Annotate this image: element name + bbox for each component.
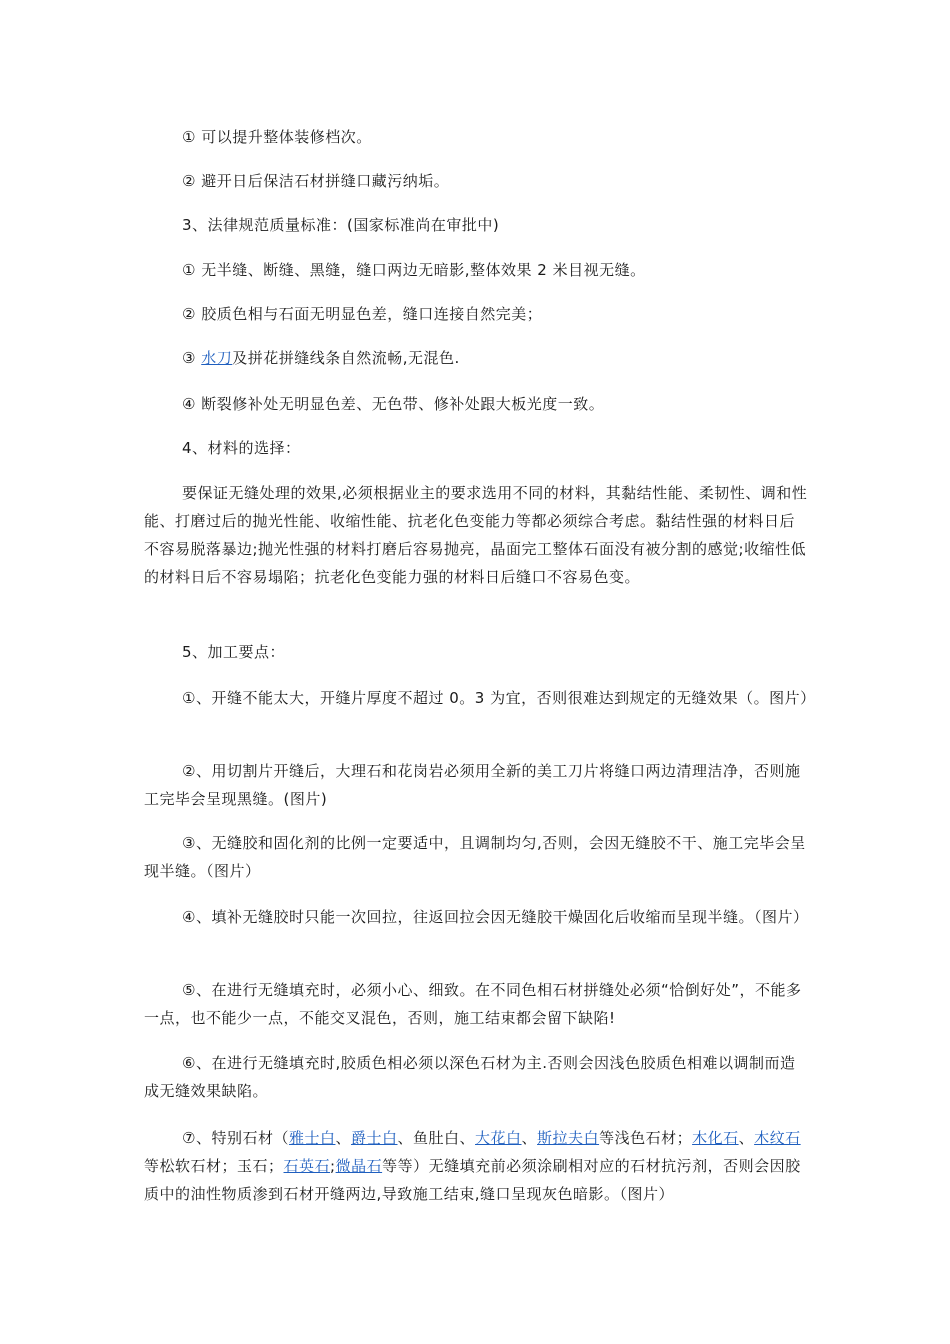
standard-3-prefix: ③ — [182, 349, 202, 367]
link-microcrystal-stone[interactable]: 微晶石 — [335, 1157, 383, 1175]
paragraph-point-7 — [144, 1124, 810, 1208]
link-water-jet[interactable]: 水刀 — [201, 349, 233, 367]
link-quartz-stone[interactable]: 石英石 — [283, 1157, 331, 1175]
paragraph-standard-2: ② 胶质色相与石面无明显色差，缝口连接自然完美； — [182, 305, 543, 323]
link-wood-grain-stone[interactable]: 木纹石 — [754, 1129, 801, 1147]
link-petrified-wood[interactable]: 木化石 — [692, 1129, 739, 1147]
point-7-sep-2: 、 — [521, 1129, 538, 1147]
point-7-text-4: 等松软石材；玉石； — [144, 1157, 284, 1175]
link-jazz-white[interactable]: 爵士白 — [350, 1129, 398, 1147]
paragraph-standard-3 — [144, 344, 810, 372]
paragraph-point-6: ⑥、在进行无缝填充时,胶质色相必须以深色石材为主.否则会因浅色胶质色相难以调制而造成无缝效果缺陷。 — [144, 1054, 796, 1100]
link-yashi-white[interactable]: 雅士白 — [288, 1129, 336, 1147]
heading-quality-standard: 3、法律规范质量标准：(国家标准尚在审批中) — [182, 216, 500, 234]
paragraph-point-4: ④、填补无缝胶时只能一次回拉，往返回拉会因无缝胶干燥固化后收缩而呈现半缝。（图片） — [182, 908, 809, 926]
link-dahua-white[interactable]: 大花白 — [475, 1129, 522, 1147]
paragraph-point-3: ③、无缝胶和固化剂的比例一定要适中，且调制均匀,否则，会因无缝胶不干、施工完毕会呈现半缝。（图片） — [144, 834, 806, 880]
paragraph-standard-1: ① 无半缝、断缝、黑缝，缝口两边无暗影,整体效果 2 米目视无缝。 — [182, 261, 646, 279]
paragraph-benefit-1: ① 可以提升整体装修档次。 — [182, 128, 372, 146]
heading-processing-points: 5、加工要点： — [182, 643, 286, 661]
paragraph-point-2: ②、用切割片开缝后，大理石和花岗岩必须用全新的美工刀片将缝口两边清理洁净，否则施工完毕会呈现黑缝。(图片) — [144, 762, 801, 808]
link-slav-white[interactable]: 斯拉夫白 — [537, 1129, 600, 1147]
standard-3-suffix: 及拼花拼缝线条自然流畅,无混色. — [232, 349, 460, 367]
point-7-sep-3: 、 — [738, 1129, 755, 1147]
point-7-text-3: 等浅色石材； — [599, 1129, 693, 1147]
point-7-text-1: ⑦、特别石材（ — [182, 1129, 289, 1147]
point-7-sep-1: 、 — [335, 1129, 351, 1147]
paragraph-material-selection: 要保证无缝处理的效果,必须根据业主的要求选用不同的材料，其黏结性能、柔韧性、调和性能、打磨过后的抛光性能、收缩性能、抗老化色变能力等都必须综合考虑。黏结性强的材料日后不容易脱落暴边;抛光性强的材料打磨后容易抛亮，晶面完工整体石面没有被分割的感觉;收缩性低的材料日后不容易塌陷；抗老化色变能力强的材料日后缝口不容易色变。 — [144, 484, 808, 586]
paragraph-standard-4: ④ 断裂修补处无明显色差、无色带、修补处跟大板光度一致。 — [182, 395, 605, 413]
point-7-sep-4: ; — [330, 1157, 336, 1175]
point-7-text-5: 等等）无缝填充前必须涂刷相对应的石材抗污剂，否则会因胶质中的油性物质渗到石材开缝两边,导致施工结束,缝口呈现灰色暗影。（图片） — [144, 1157, 801, 1203]
paragraph-benefit-2: ② 避开日后保洁石材拼缝口藏污纳垢。 — [182, 172, 450, 190]
point-7-text-2: 、鱼肚白、 — [397, 1129, 476, 1147]
paragraph-point-1: ①、开缝不能太大，开缝片厚度不超过 0。3 为宜，否则很难达到规定的无缝效果（。图片） — [182, 689, 816, 707]
paragraph-point-5: ⑤、在进行无缝填充时，必须小心、细致。在不同色相石材拼缝处必须“恰倒好处”，不能多一点，也不能少一点，不能交叉混色，否则，施工结束都会留下缺陷! — [144, 981, 802, 1027]
heading-material-selection: 4、材料的选择： — [182, 439, 301, 457]
